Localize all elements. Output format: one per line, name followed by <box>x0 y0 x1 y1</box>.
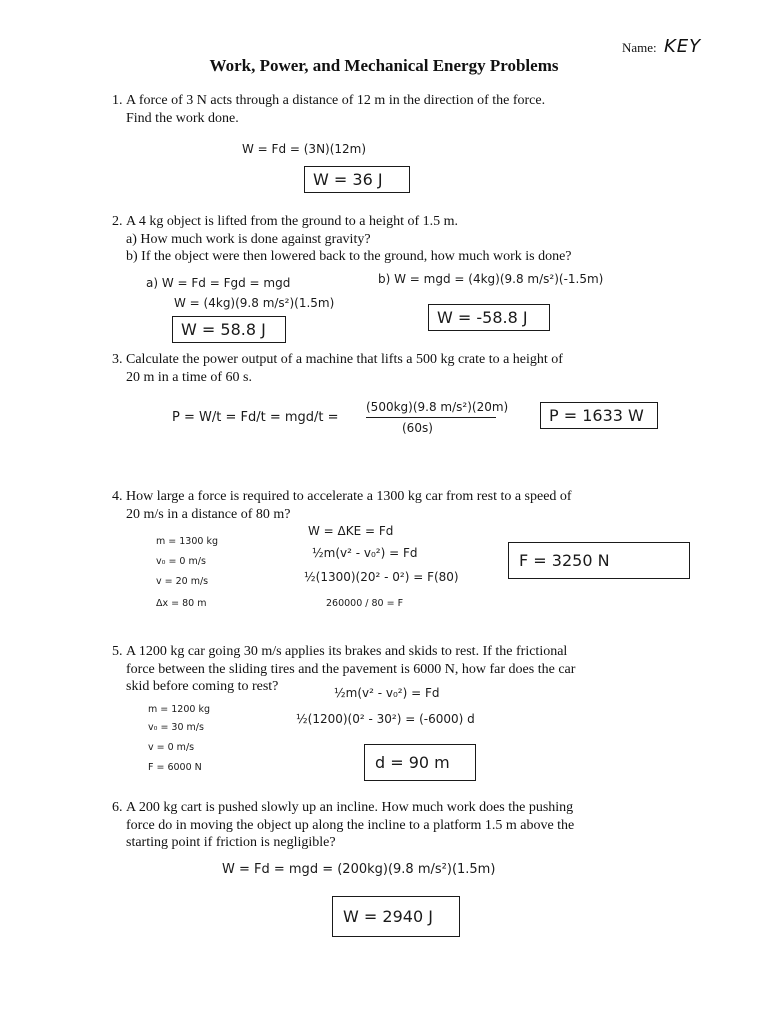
problem-text-line: Calculate the power output of a machine that lifts a 500 kg crate to a height of <box>126 352 563 367</box>
problem-text-line: A 4 kg object is lifted from the ground to a height of 1.5 m. <box>126 214 459 229</box>
given-value: m = 1300 kg <box>156 536 218 547</box>
fraction-bar <box>366 417 496 418</box>
problem-text-line: force do in moving the object up along the incline to a platform 1.5 m above the <box>126 817 575 833</box>
problem-text-line: Find the work done. <box>126 110 239 126</box>
work-line: ½(1200)(0² - 30²) = (-6000) d <box>296 712 475 726</box>
problem-text-line: force between the sliding tires and the pavement is 6000 N, how far does the car <box>126 661 576 677</box>
problem-text-line: b) If the object were then lowered back to the ground, how much work is done? <box>126 249 572 264</box>
problem-number: 3. <box>112 352 123 367</box>
name-value: KEY <box>664 36 702 57</box>
problem-3 <box>112 351 732 386</box>
problem-1 <box>112 92 712 127</box>
problem-number: 1. <box>112 93 123 108</box>
work-line: W = Fd = mgd = (200kg)(9.8 m/s²)(1.5m) <box>222 862 496 877</box>
work-line: W = Fd = (3N)(12m) <box>242 142 367 156</box>
given-value: v = 20 m/s <box>156 576 209 587</box>
problem-text-line: a) How much work is done against gravity? <box>126 231 371 247</box>
problem-number: 4. <box>112 489 123 504</box>
work-line: P = W/t = Fd/t = mgd/t = <box>172 410 339 425</box>
problem-text-line: A 200 kg cart is pushed slowly up an incline. How much work does the pushing <box>126 800 574 815</box>
work-line: W = ΔKE = Fd <box>308 524 394 538</box>
problem-2 <box>112 213 732 266</box>
answer-box: W = -58.8 J <box>428 304 550 331</box>
problem-text-line: How large a force is required to accelerate a 1300 kg car from rest to a speed of <box>126 489 572 504</box>
given-value: m = 1200 kg <box>148 704 210 715</box>
problem-text-line: starting point if friction is negligible? <box>126 835 336 850</box>
work-line: a) W = Fd = Fgd = mgd <box>146 276 291 290</box>
work-line: (60s) <box>402 421 433 435</box>
problem-number: 5. <box>112 644 123 659</box>
problem-6 <box>112 799 732 852</box>
given-value: Δx = 80 m <box>156 598 207 609</box>
name-label: Name: <box>622 40 657 55</box>
problem-4 <box>112 488 732 523</box>
work-line: W = (4kg)(9.8 m/s²)(1.5m) <box>174 296 335 310</box>
work-line: (500kg)(9.8 m/s²)(20m) <box>366 400 509 414</box>
answer-box: d = 90 m <box>364 744 476 781</box>
answer-box: W = 58.8 J <box>172 316 286 343</box>
problem-text-line: A 1200 kg car going 30 m/s applies its brakes and skids to rest. If the frictional <box>126 644 568 659</box>
problem-text-line: 20 m in a time of 60 s. <box>126 369 252 385</box>
work-line: 260000 / 80 = F <box>326 598 404 609</box>
work-line: ½m(v² - v₀²) = Fd <box>312 546 418 560</box>
given-value: v = 0 m/s <box>148 742 195 753</box>
problem-number: 6. <box>112 800 123 815</box>
given-value: v₀ = 0 m/s <box>156 556 206 567</box>
problem-text-line: 20 m/s in a distance of 80 m? <box>126 506 291 522</box>
problem-number: 2. <box>112 214 123 229</box>
work-line: b) W = mgd = (4kg)(9.8 m/s²)(-1.5m) <box>378 272 604 286</box>
answer-box: F = 3250 N <box>508 542 690 579</box>
page-title: Work, Power, and Mechanical Energy Problems <box>209 56 559 75</box>
problem-text-line: A force of 3 N acts through a distance of 12 m in the direction of the force. <box>126 93 546 108</box>
answer-box: W = 36 J <box>304 166 410 193</box>
work-line: ½(1300)(20² - 0²) = F(80) <box>304 570 459 584</box>
given-value: F = 6000 N <box>148 762 202 773</box>
given-value: v₀ = 30 m/s <box>148 722 204 733</box>
problem-text-line: skid before coming to rest? <box>126 679 279 694</box>
answer-box: W = 2940 J <box>332 896 460 937</box>
answer-box: P = 1633 W <box>540 402 658 429</box>
work-line: ½m(v² - v₀²) = Fd <box>334 686 440 700</box>
